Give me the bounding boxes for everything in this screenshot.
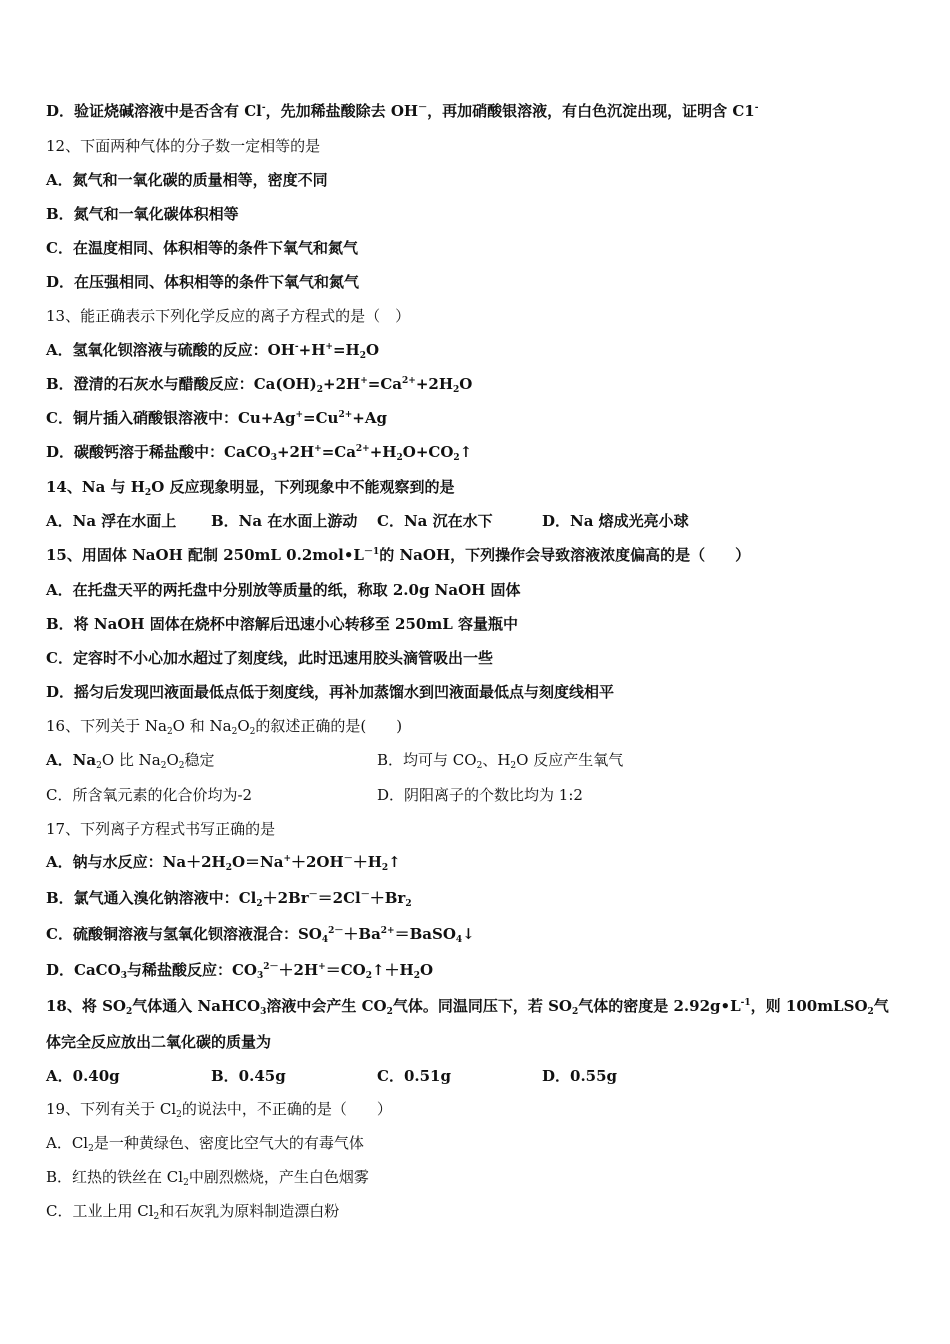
q13-option-a: A．氢氧化钡溶液与硫酸的反应：$OH^-+H^+=H_2O$ — [46, 341, 380, 361]
q18-option-c: C．0.51g — [377, 1067, 451, 1085]
q14-option-b: B．Na 在水面上游动 — [211, 512, 358, 530]
q19-option-c: C．工业上用 $Cl_2$和石灰乳为原料制造漂白粉 — [46, 1202, 340, 1222]
q15-stem: 15、用固体 NaOH 配制 250mL $0.2mol•L^{-1}$的 NaOH，下列操作会导致溶液浓度偏高的是（ ） — [46, 546, 751, 564]
q18-stem: 18、将 $SO_2$气体通入 NaHCO$_3$溶液中会产生 $CO_2$气体。同温同压下，若 $SO_2$气体的密度是 $2.92g•L^{-1}$，则 100mLSO$_2$气 — [46, 997, 889, 1017]
q13-option-d: D．碳酸钙溶于稀盐酸中：$CaCO_3+2H^+=Ca^{2+}+H_2O+CO_2↑$ — [46, 443, 473, 463]
q13-option-c: C．铜片插入硝酸银溶液中：$Cu+Ag^+=Cu^{2+}+Ag$ — [46, 409, 387, 427]
q16-option-c: C．所含氧元素的化合价均为-2 — [46, 786, 253, 804]
q15-option-d: D．摇匀后发现凹液面最低点低于刻度线，再补加蒸馏水到凹液面最低点与刻度线相平 — [46, 683, 615, 701]
q17-option-a: A．钠与水反应：$Na+2H_2O=Na^++2OH^-+H_2↑$ — [46, 853, 401, 873]
q14-stem: 14、Na 与 $H_2O$ 反应现象明显，下列现象中不能观察到的是 — [46, 478, 455, 498]
q19-option-a: A．$Cl_2$是一种黄绿色、密度比空气大的有毒气体 — [46, 1134, 364, 1154]
q18-option-a: A．0.40g — [46, 1067, 120, 1085]
q16-option-b: B．均可与 $CO_2$、$H_2O$ 反应产生氧气 — [377, 751, 624, 771]
q18-option-d: D．0.55g — [542, 1067, 618, 1085]
q16-option-a: A．$Na_2O$ 比 $Na_2O_2$稳定 — [46, 751, 215, 771]
q19-option-b: B．红热的铁丝在 $Cl_2$中剧烈燃烧，产生白色烟雾 — [46, 1168, 369, 1188]
q16-stem: 16、下列关于 $Na_2O$ 和 $Na_2O_2$的叙述正确的是( ) — [46, 717, 403, 737]
q17-stem: 17、下列离子方程式书写正确的是 — [46, 820, 276, 838]
q17-option-c: C．硫酸铜溶液与氢氧化钡溶液混合：$SO_4^{2-}+Ba^{2+}=BaSO_4↓$ — [46, 925, 475, 945]
q11-option-d: D．验证烧碱溶液中是否含有 Cl-，先加稀盐酸除去 OH－，再加硝酸银溶液，有白色沉淀出现，证明含 C1- — [46, 102, 759, 120]
q19-stem: 19、下列有关于 $Cl_2$的说法中，不正确的是（ ） — [46, 1100, 392, 1120]
q17-option-b: B．氯气通入溴化钠溶液中：$Cl_2+2Br^-=2Cl^-+Br_2$ — [46, 889, 412, 909]
q14-option-c: C．Na 沉在水下 — [377, 512, 493, 530]
q17-option-d: D．CaCO$_3$与稀盐酸反应：$CO_3^{2-}+2H^+=CO_2↑+H_2O$ — [46, 961, 434, 981]
q15-option-c: C．定容时不小心加水超过了刻度线，此时迅速用胶头滴管吸出一些 — [46, 649, 493, 667]
q18-option-b: B．0.45g — [211, 1067, 286, 1085]
q15-option-a: A．在托盘天平的两托盘中分别放等质量的纸，称取 2.0g NaOH 固体 — [46, 581, 521, 599]
q13-option-b: B．澄清的石灰水与醋酸反应：$Ca(OH)_2+2H^+=Ca^{2+}+2H_2O$ — [46, 375, 473, 395]
q12-stem: 12、下面两种气体的分子数一定相等的是 — [46, 137, 321, 155]
q14-option-d: D．Na 熔成光亮小球 — [542, 512, 689, 530]
q15-option-b: B．将 NaOH 固体在烧杯中溶解后迅速小心转移至 250mL 容量瓶中 — [46, 615, 518, 633]
q12-option-b: B．氮气和一氧化碳体积相等 — [46, 205, 239, 223]
q12-option-c: C．在温度相同、体积相等的条件下氧气和氮气 — [46, 239, 358, 257]
q14-option-a: A．Na 浮在水面上 — [46, 512, 177, 530]
q12-option-d: D．在压强相同、体积相等的条件下氧气和氮气 — [46, 273, 360, 291]
q16-option-d: D．阴阳离子的个数比均为 1:2 — [377, 786, 583, 804]
q12-option-a: A．氮气和一氧化碳的质量相等，密度不同 — [46, 171, 328, 189]
q13-stem: 13、能正确表示下列化学反应的离子方程式的是（ ） — [46, 307, 411, 325]
q18-stem-cont: 体完全反应放出二氧化碳的质量为 — [46, 1033, 272, 1051]
